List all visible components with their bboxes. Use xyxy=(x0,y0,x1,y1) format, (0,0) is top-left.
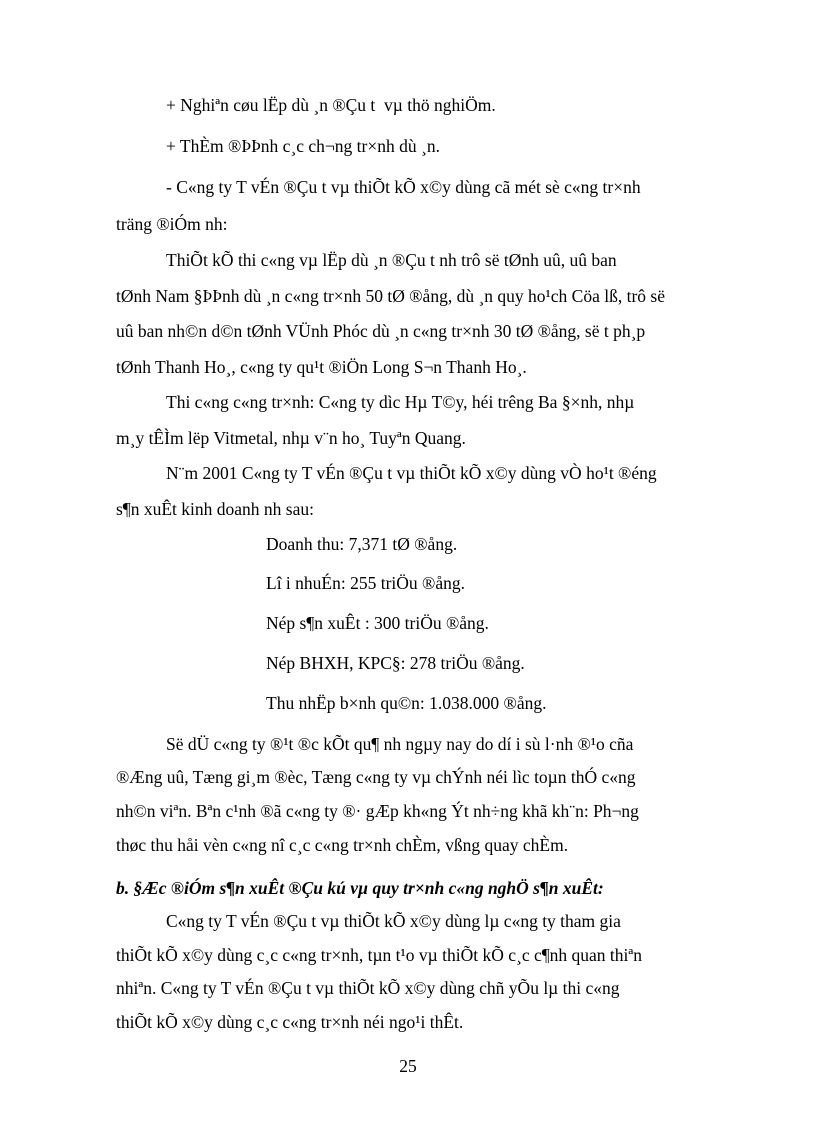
text-line: + ThÈm ®ÞÞnh c¸c ch¬ng tr×nh dù ¸n. xyxy=(166,136,440,156)
text-line: tØnh Nam §ÞÞnh dù ¸n c«ng tr×nh 50 tØ ®ång, dù ¸n quy ho¹ch Cöa lß, trô së xyxy=(116,286,665,306)
text-line: thiÕt kÕ x©y dùng c¸c c«ng tr×nh, tµn t¹o vµ thiÕt kÕ c¸c c¶nh quan thiªn xyxy=(116,945,642,965)
text-line: s¶n xuÊt kinh doanh nh sau: xyxy=(116,499,314,519)
text-line: ThiÕt kÕ thi c«ng vµ lËp dù ¸n ®Çu t nh trô së tØnh uû, uû ban xyxy=(166,250,617,270)
text-line: - C«ng ty T vÉn ®Çu t vµ thiÕt kÕ x©y dùng cã mét sè c«ng tr×nh xyxy=(166,177,641,197)
text-line: träng ®iÓm nh: xyxy=(116,214,228,234)
text-line: + Nghiªn cøu lËp dù ¸n ®Çu t vµ thö nghiÖm. xyxy=(166,95,496,115)
text-line: Së dÜ c«ng ty ®¹t ®c kÕt qu¶ nh ngµy nay do dí i sù l·nh ®¹o cña xyxy=(166,734,634,754)
text-line: uû ban nh©n d©n tØnh VÜnh Phóc dù ¸n c«ng tr×nh 30 tØ ®ång, së t ph¸p xyxy=(116,321,646,341)
text-line: Doanh thu: 7,371 tØ ®ång. xyxy=(266,534,458,554)
page-number: 25 xyxy=(399,1056,417,1076)
text-line: nhiªn. C«ng ty T vÉn ®Çu t vµ thiÕt kÕ x©y dùng chñ yÕu lµ thi c«ng xyxy=(116,978,620,998)
text-line: thøc thu håi vèn c«ng nî c¸c c«ng tr×nh chÈm, vßng quay chÈm. xyxy=(116,835,569,855)
section-heading: b. §Æc ®iÓm s¶n xuÊt ®Çu kú vµ quy tr×nh c«ng nghÖ s¶n xuÊt: xyxy=(116,878,604,898)
text-line: thiÕt kÕ x©y dùng c¸c c«ng tr×nh néi ngo¹i thÊt. xyxy=(116,1012,464,1032)
text-line: Thu nhËp b×nh qu©n: 1.038.000 ®ång. xyxy=(266,693,547,713)
text-line: ®Æng uû, Tæng gi¸m ®èc, Tæng c«ng ty vµ chÝnh néi lìc toµn thÓ c«ng xyxy=(116,767,636,787)
text-line: Thi c«ng c«ng tr×nh: C«ng ty dìc Hµ T©y, héi trêng Ba §×nh, nhµ xyxy=(166,392,635,412)
text-line: tØnh Thanh Ho¸, c«ng ty qu¹t ®iÖn Long S¬n Thanh Ho¸. xyxy=(116,357,527,377)
text-line: C«ng ty T vÉn ®Çu t vµ thiÕt kÕ x©y dùng lµ c«ng ty tham gia xyxy=(166,911,621,931)
text-line: m¸y tÊÌm lëp Vitmetal, nhµ v¨n ho¸ Tuyªn Quang. xyxy=(116,428,466,448)
text-line: Nép s¶n xuÊt : 300 triÖu ®ång. xyxy=(266,613,489,633)
text-line: Nép BHXH, KPC§: 278 triÖu ®ång. xyxy=(266,653,525,673)
text-line: N¨m 2001 C«ng ty T vÉn ®Çu t vµ thiÕt kÕ x©y dùng vÒ ho¹t ®éng xyxy=(166,463,657,483)
text-line: Lî i nhuÉn: 255 triÖu ®ång. xyxy=(266,573,465,593)
text-line: nh©n viªn. Bªn c¹nh ®ã c«ng ty ®· gÆp kh«ng Ýt nh÷ng khã kh¨n: Ph¬ng xyxy=(116,801,639,821)
